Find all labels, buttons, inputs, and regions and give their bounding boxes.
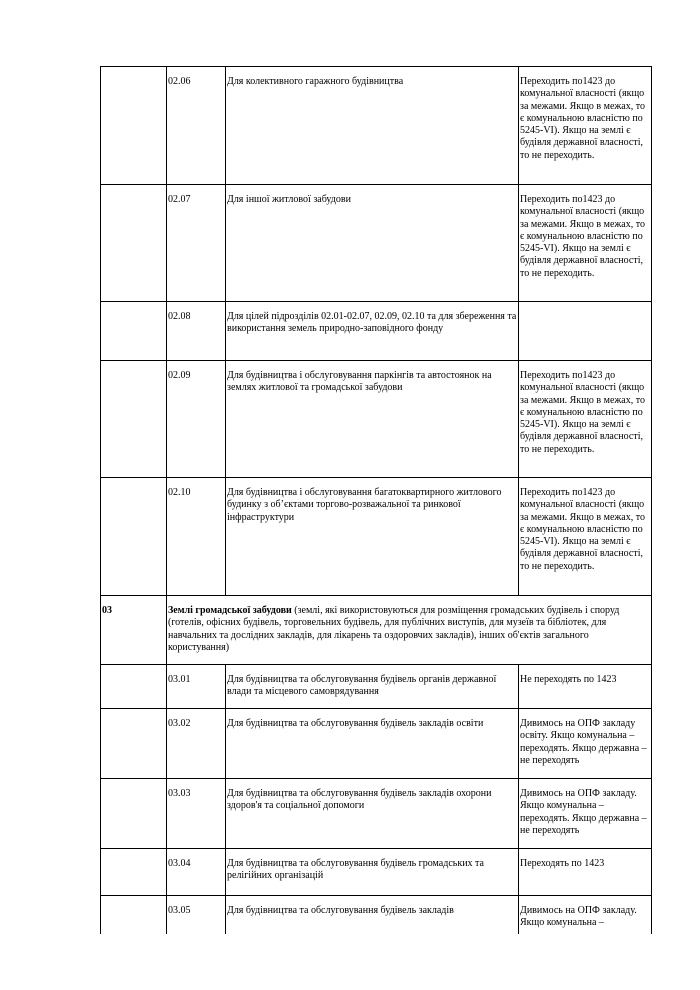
code-cell: 03.05 <box>167 896 226 934</box>
group-cell <box>101 709 167 779</box>
description-cell: Для будівництва та обслуговування будівель закладів освіти <box>226 709 519 779</box>
description-cell: Для будівництва та обслуговування будівель громадських та релігійних організацій <box>226 849 519 896</box>
description-cell: Для будівництва і обслуговування паркінгів та автостоянок на землях житлової та громадської забудови <box>226 361 519 478</box>
table-row <box>101 361 652 478</box>
section-title: Землі громадської забудови <box>168 605 292 616</box>
table-row <box>101 478 652 596</box>
group-cell <box>101 185 167 302</box>
group-cell <box>101 478 167 596</box>
code-cell: 03.01 <box>167 665 226 709</box>
group-cell <box>101 302 167 361</box>
group-cell <box>101 896 167 934</box>
table-row <box>101 665 652 709</box>
description-cell: Для будівництва і обслуговування багатоквартирного житлового будинку з об’єктами торгово-розважальної та ринкової інфраструктури <box>226 478 519 596</box>
description-cell: Для іншої житлової забудови <box>226 185 519 302</box>
note-cell: Переходить по1423 до комунальної власності (якщо за межами. Якщо в межах, то є комунальною власністю по 5245-VI). Якщо на землі є будівля державної власності, то не переходить. <box>519 478 652 596</box>
group-cell <box>101 361 167 478</box>
table-row <box>101 67 652 185</box>
table-row <box>101 185 652 302</box>
description-cell: Для цілей підрозділів 02.01-02.07, 02.09, 02.10 та для збереження та використання земель природно-заповідного фонду <box>226 302 519 361</box>
description-cell: Для будівництва та обслуговування будівель закладів <box>226 896 519 934</box>
section-row <box>101 596 652 665</box>
table-row <box>101 709 652 779</box>
code-cell: 02.07 <box>167 185 226 302</box>
note-cell: Дивимось на ОПФ закладу. Якщо комунальна – <box>519 896 652 934</box>
note-cell <box>519 302 652 361</box>
description-cell: Для колективного гаражного будівництва <box>226 67 519 185</box>
table-row <box>101 779 652 849</box>
section-code: 03 <box>101 596 167 665</box>
table-row <box>101 302 652 361</box>
group-cell <box>101 665 167 709</box>
code-cell: 03.03 <box>167 779 226 849</box>
code-cell: 02.08 <box>167 302 226 361</box>
section-text: (землі, які використовуються для розміщення громадських будівель і споруд (готелів, офісних будівель, торговельних будівель, для публічних виступів, для музеїв та бібліотек, для навчальних та дослідних закладів, для лікарень та оздоровчих закладів), інших об'єктів загального користування) <box>168 605 620 653</box>
table-row <box>101 849 652 896</box>
code-cell: 02.09 <box>167 361 226 478</box>
code-cell: 02.10 <box>167 478 226 596</box>
code-cell: 03.02 <box>167 709 226 779</box>
land-category-table <box>100 66 652 934</box>
note-cell: Не переходять по 1423 <box>519 665 652 709</box>
group-cell <box>101 779 167 849</box>
group-cell <box>101 67 167 185</box>
description-cell: Для будівництва та обслуговування будівель органів державної влади та місцевого самоврядування <box>226 665 519 709</box>
description-cell: Для будівництва та обслуговування будівель закладів охорони здоров'я та соціальної допомоги <box>226 779 519 849</box>
note-cell: Переходить по1423 до комунальної власності (якщо за межами. Якщо в межах, то є комунальною власністю по 5245-VI). Якщо на землі є будівля державної власності, то не переходить. <box>519 185 652 302</box>
code-cell: 02.06 <box>167 67 226 185</box>
section-description <box>167 596 652 665</box>
code-cell: 03.04 <box>167 849 226 896</box>
note-cell: Переходить по1423 до комунальної власності (якщо за межами. Якщо в межах, то є комунальною власністю по 5245-VI). Якщо на землі є будівля державної власності, то не переходить. <box>519 67 652 185</box>
table-row <box>101 896 652 934</box>
note-cell: Переходить по1423 до комунальної власності (якщо за межами. Якщо в межах, то є комунальною власністю по 5245-VI). Якщо на землі є будівля державної власності, то не переходить. <box>519 361 652 478</box>
group-cell <box>101 849 167 896</box>
note-cell: Дивимось на ОПФ закладу. Якщо комунальна – переходять. Якщо державна – не переходять <box>519 779 652 849</box>
note-cell: Переходять по 1423 <box>519 849 652 896</box>
note-cell: Дивимось на ОПФ закладу освіту. Якщо комунальна – переходять. Якщо державна – не переходять <box>519 709 652 779</box>
